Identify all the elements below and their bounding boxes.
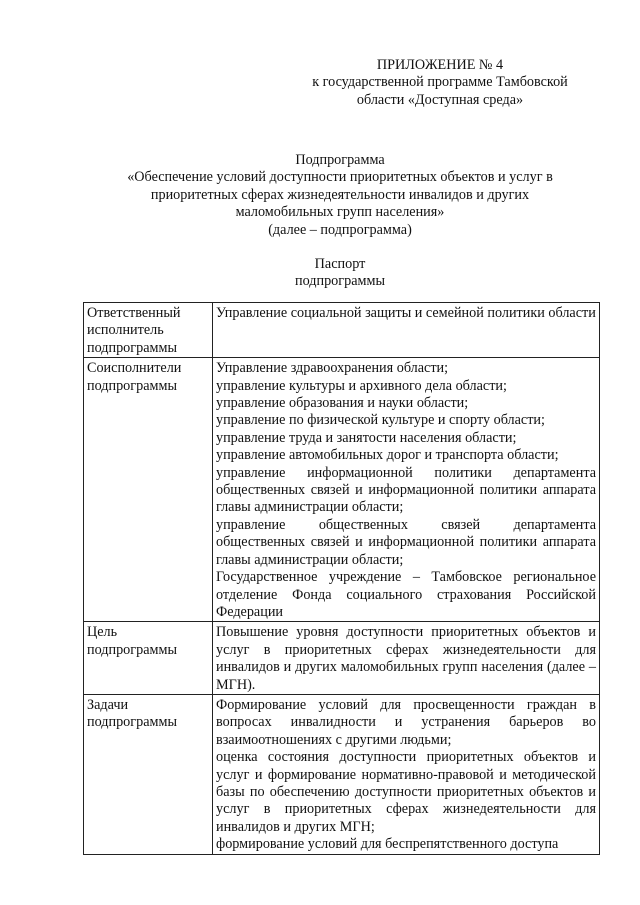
row-value-cell xyxy=(213,358,600,622)
row-value-item: управление автомобильных дорог и транспорта области; xyxy=(216,447,559,464)
row-value-item: управление культуры и архивного дела области; xyxy=(216,377,507,394)
appendix-subtitle-line: области «Доступная среда» xyxy=(356,91,524,108)
appendix-title: ПРИЛОЖЕНИЕ № 4 xyxy=(376,57,504,73)
table-row xyxy=(84,694,600,854)
row-label-line: подпрограммы xyxy=(87,714,177,731)
row-label-line: Цель xyxy=(87,624,118,641)
appendix-header xyxy=(290,57,590,109)
subprogram-heading: Подпрограмма xyxy=(295,152,385,168)
row-value-cell xyxy=(213,303,600,358)
row-label-line: Задачи xyxy=(87,696,129,713)
row-value-item: Государственное учреждение – Тамбовское региональное отделение Фонда социального страхования Российской Федерации xyxy=(216,569,596,620)
appendix-subtitle-line: к государственной программе Тамбовской xyxy=(312,74,568,91)
subprogram-name-line: приоритетных сферах жизнедеятельности инвалидов и других xyxy=(150,186,530,203)
row-label-cell xyxy=(84,358,213,622)
passport-title-block xyxy=(240,256,440,291)
subprogram-note: (далее – подпрограмма) xyxy=(268,221,412,238)
row-value-item: управление информационной политики департамента общественных связей и информационной политики аппарата главы администрации области; xyxy=(216,464,596,516)
table-row xyxy=(84,622,600,695)
row-value-item: Управление здравоохранения области; xyxy=(216,360,449,377)
row-label-line: подпрограммы xyxy=(87,377,177,394)
passport-table xyxy=(83,302,600,855)
row-value-item: Повышение уровня доступности приоритетных объектов и услуг в приоритетных сферах жизнедеятельности для инвалидов и других маломобильных групп населения (далее – МГН). xyxy=(216,624,596,693)
row-label-cell xyxy=(84,303,213,358)
subprogram-name-line: маломобильных групп населения» xyxy=(235,204,445,221)
row-value-item: Формирование условий для просвещенности граждан в вопросах инвалидности и устранения барьеров во взаимоотношениях с другими людьми; xyxy=(216,696,596,748)
subprogram-name-line: «Обеспечение условий доступности приоритетных объектов и услуг в xyxy=(127,169,553,186)
row-value-cell xyxy=(213,622,600,695)
subprogram-title-block xyxy=(80,152,600,239)
row-label-cell xyxy=(84,622,213,695)
row-label-line: Соисполнители xyxy=(87,360,182,377)
row-value-item: оценка состояния доступности приоритетных объектов и услуг и формирование нормативно-правовой и методической базы по обеспечению доступности приоритетных объектов и услуг в приоритетных сферах жизнедеятельности для инвалидов и других МГН; xyxy=(216,749,596,835)
table-row xyxy=(84,358,600,622)
passport-subheading: подпрограммы xyxy=(295,273,385,290)
passport-heading: Паспорт xyxy=(314,256,366,272)
row-label-line: Ответственный xyxy=(87,305,181,321)
row-value-item: управление образования и науки области; xyxy=(216,395,469,412)
row-label-line: подпрограммы xyxy=(87,339,177,356)
row-label-line: исполнитель xyxy=(87,322,164,339)
row-value-item: управление по физической культуре и спорту области; xyxy=(216,412,545,429)
row-value-item: формирование условий для беспрепятственного доступа xyxy=(216,836,559,853)
row-value-item: управление труда и занятости населения области; xyxy=(216,429,517,446)
row-value-cell xyxy=(213,694,600,854)
row-label-line: подпрограммы xyxy=(87,641,177,658)
table-row xyxy=(84,303,600,358)
row-value-item: управление общественных связей департамента общественных связей и информационной политики аппарата главы администрации области; xyxy=(216,516,596,568)
row-value-item: Управление социальной защиты и семейной политики области xyxy=(216,305,596,321)
row-label-cell xyxy=(84,694,213,854)
